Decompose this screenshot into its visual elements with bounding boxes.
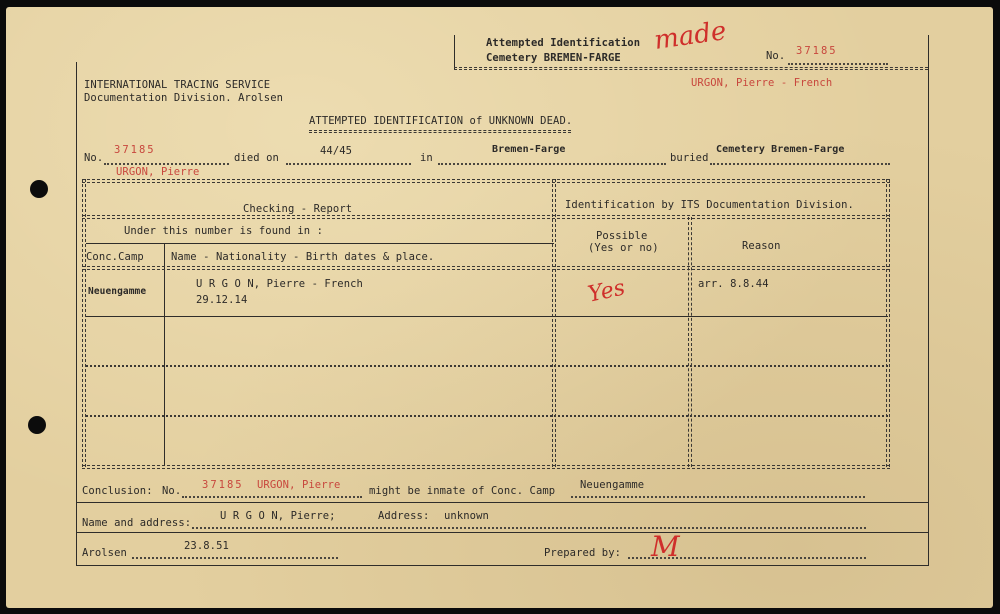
col-conc-camp: Conc.Camp [86,251,144,263]
buried-blank [710,163,890,165]
in-value: Bremen-Farge [492,144,566,155]
punch-hole-top [30,180,48,198]
row-divider-2 [86,365,888,367]
buried-value: Cemetery Bremen-Farge [716,144,845,155]
title-underline [309,130,571,133]
name-value: U R G O N, Pierre; [220,510,336,522]
org-line1: INTERNATIONAL TRACING SERVICE [84,79,271,91]
top-box-left-border [454,35,455,69]
died-on-value: 44/45 [320,145,353,157]
name-stamp: URGON, Pierre - French [691,77,833,89]
column-header-divider [82,266,890,270]
row1-camp: Neuengamme [88,286,147,297]
table-right-border [886,179,890,467]
conclusion-no-label: No. [162,485,182,497]
frame-left-border [76,62,77,566]
table-bottom-border [82,465,890,469]
divider-identification [552,179,556,467]
frame-right-border [928,35,929,566]
top-box-bottom-border [454,67,928,70]
camp-blank [571,496,865,498]
under-number-label: Under this number is found in : [124,225,324,237]
footer-divider-1 [76,502,929,503]
handwritten-made-mark: made [652,16,729,56]
in-label: in [420,152,433,164]
prepared-by-blank [628,557,866,559]
buried-label: buried [670,152,709,164]
row-divider-3 [86,415,888,417]
divider-possible-reason [688,217,692,467]
document-title: ATTEMPTED IDENTIFICATION of UNKNOWN DEAD. [309,115,573,127]
col-possible-line1: Possible [596,230,648,242]
divider-camp-name [164,244,165,466]
row1-reason: arr. 8.8.44 [698,278,769,290]
frame-bottom-border [76,565,929,566]
name-address-label: Name and address: [82,517,192,529]
address-label: Address: [378,510,430,522]
footer-divider-2 [76,532,929,533]
table-left-border [82,179,86,467]
row1-birth: 29.12.14 [196,294,248,306]
record-no-label: No. [84,152,104,164]
conclusion-name: URGON, Pierre [257,479,341,491]
date-value: 23.8.51 [184,540,229,552]
row1-possible: Yes [585,275,628,308]
prepared-by-label: Prepared by: [544,547,622,559]
conclusion-no-blank [182,496,362,498]
top-box-no-value: 37185 [796,45,838,57]
subheader-row-divider [86,243,554,244]
top-box-no-label: No. [766,50,786,62]
conclusion-label: Conclusion: [82,485,153,497]
record-no-value: 37185 [114,144,156,156]
record-card [6,7,993,608]
date-blank [132,557,338,559]
died-on-label: died on [234,152,279,164]
died-on-blank [286,163,411,165]
header-row-divider [82,215,890,219]
address-value: unknown [444,510,489,522]
prepared-by-initial: M [651,530,680,563]
top-box-no-blank [788,63,888,65]
row-divider-1 [86,316,888,317]
record-no-blank [104,163,229,165]
name-address-blank [192,527,866,529]
camp-value: Neuengamme [580,479,645,491]
in-blank [438,163,666,165]
col-name: Name - Nationality - Birth dates & place. [171,251,435,263]
col-possible-line2: (Yes or no) [588,242,659,254]
table-top-border [82,179,890,183]
identification-heading: Identification by ITS Documentation Division. [565,199,854,211]
might-be-label: might be inmate of Conc. Camp [369,485,556,497]
checking-report-heading: Checking - Report [243,203,353,215]
row1-name: U R G O N, Pierre - French [196,278,363,290]
place-label: Arolsen [82,547,127,559]
conclusion-no-value: 37185 [202,479,244,491]
top-box-line1: Attempted Identification [486,37,641,49]
org-line2: Documentation Division. Arolsen [84,92,284,104]
col-reason: Reason [742,240,781,252]
punch-hole-bottom [28,416,46,434]
top-box-line2: Cemetery BREMEN-FARGE [486,52,621,64]
record-name: URGON, Pierre [116,166,200,178]
